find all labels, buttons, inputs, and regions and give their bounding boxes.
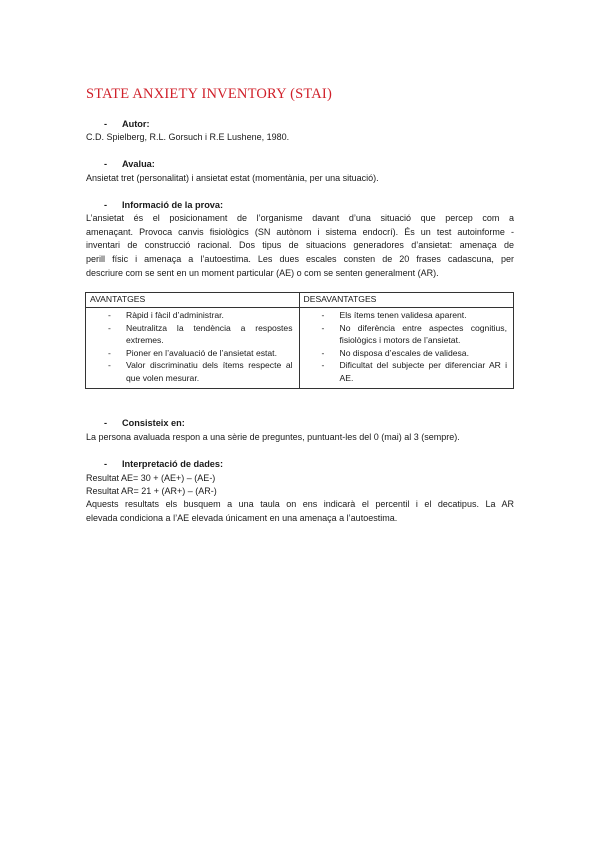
evaluates-heading: - Avalua: [104, 159, 155, 169]
interpretation-heading: - Interpretació de dades: [104, 459, 224, 469]
info-line: inventari de construcció racional. Dos tipus de situacions generadores d’ansietat: amenaça de [86, 240, 514, 251]
advantage-item: - Valor discriminatiu dels ítems respecte al que volen mesurar. [108, 360, 293, 383]
disadvantage-item: - Els ítems tenen validesa aparent. [321, 310, 467, 320]
disadvantage-item: - No diferència entre aspectes cognitius, fisiològics i motors de l’ansietat. [321, 322, 507, 346]
author-heading: - Autor: [104, 119, 150, 129]
info-line: L’ansietat és el posicionament de l’organisme davant d’una situació que percep com a [86, 213, 514, 223]
interpretation-paragraph [86, 498, 514, 525]
info-line: perill físic i amenaça a l’autoestima. Les dues escales consten de 20 frases cadascuna, per [86, 254, 514, 265]
advantage-item: - Neutralitza la tendència a respostes extremes. [108, 322, 293, 346]
info-line: descriure com se sent en un moment particular (AE) o com se senten generalment (AR). [86, 267, 439, 278]
advantage-item: - Ràpid i fàcil d’administrar. [108, 310, 224, 320]
info-paragraph [86, 212, 514, 280]
info-heading: - Informació de la prova: [104, 200, 224, 210]
disadvantages-header: DESAVANTATGES [299, 293, 513, 308]
advantages-header: AVANTATGES [86, 293, 300, 308]
pros-cons-table [85, 292, 514, 389]
disadvantages-cell [299, 308, 513, 389]
advantages-cell [86, 308, 300, 389]
evaluates-text: Ansietat tret (personalitat) i ansietat estat (momentània, per una situació). [86, 173, 379, 183]
author-text: C.D. Spielberg, R.L. Gorsuch i R.E Lushene, 1980. [86, 132, 290, 142]
interpretation-line: Aquests resultats els busquem a una taula on ens indicarà el percentil i el decatipus. La AR [86, 499, 514, 509]
disadvantage-item: - No disposa d’escales de validesa. [321, 347, 469, 358]
consists-text: La persona avaluada respon a una sèrie de preguntes, puntuant-les del 0 (mai) al 3 (sempre). [86, 432, 460, 442]
section-bullet: - [104, 159, 108, 169]
section-bullet: - [104, 119, 108, 129]
advantage-item: - Pioner en l’avaluació de l’ansietat estat. [108, 347, 277, 358]
formula-ae: Resultat AE= 30 + (AE+) – (AE-) [86, 473, 216, 483]
section-bullet: - [104, 200, 108, 210]
section-bullet: - [104, 459, 108, 469]
formula-ar: Resultat AR= 21 + (AR+) – (AR-) [86, 486, 217, 496]
info-line: amenaçant. Provoca canvis fisiològics (SN autònom i sistema endocrí). És un test autoinforme - [86, 226, 514, 237]
section-bullet: - [104, 418, 108, 428]
interpretation-line: elevada condiciona a l’AE elevada únicament en una amenaça a l’autoestima. [86, 512, 398, 523]
page-title: STATE ANXIETY INVENTORY (STAI) [86, 86, 332, 102]
consists-heading: - Consisteix en: [104, 418, 185, 428]
disadvantage-item: - Dificultat del subjecte per diferenciar AR i AE. [321, 360, 507, 383]
